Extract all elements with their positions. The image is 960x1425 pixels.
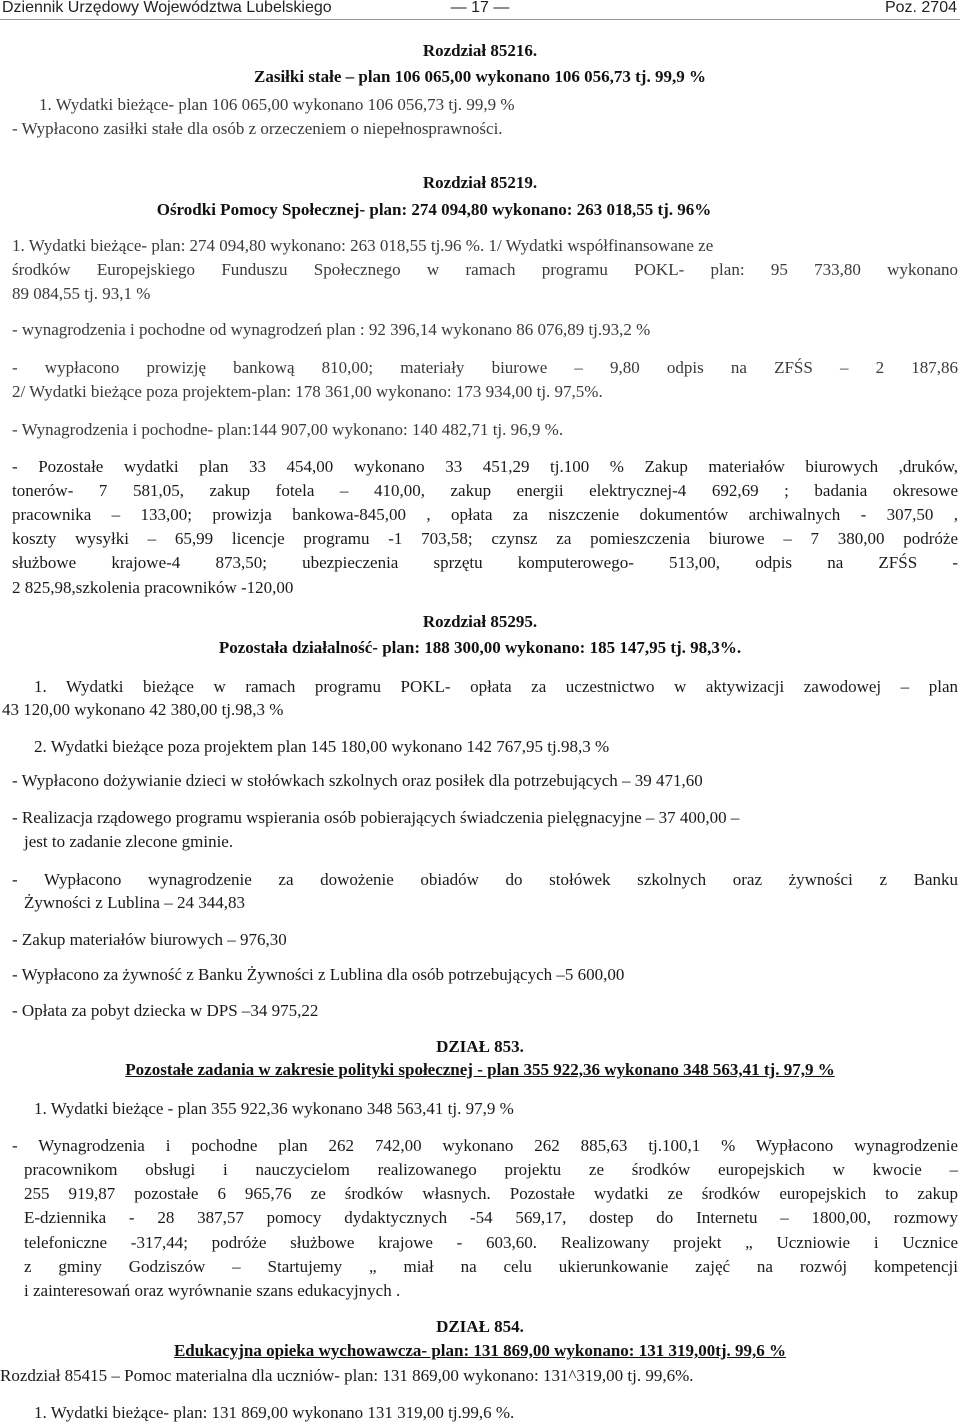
paragraph-line: 89 084,55 tj. 93,1 % xyxy=(12,284,151,303)
paragraph-line: - Wypłacono za żywność z Banku Żywności z Lublina dla osób potrzebujących –5 600,00 xyxy=(12,965,625,984)
paragraph-line: koszty wysyłki – 65,99 licencje programu -1 703,58; czynsz za pomieszczenia biurowe – 7 380,00 podróże xyxy=(12,529,958,548)
paragraph-line: - Wypłacono zasiłki stałe dla osób z orzeczeniem o niepełnosprawności. xyxy=(12,119,503,138)
header-journal-title: Dziennik Urzędowy Województwa Lubelskiego xyxy=(2,0,332,16)
paragraph-line: 255 919,87 pozostałe 6 965,76 ze środków własnych. Pozostałe wydatki ze środków europejskich to zakup xyxy=(24,1184,958,1203)
paragraph-line: Żywności z Lublina – 24 344,83 xyxy=(24,893,245,912)
paragraph-line: z gminy Godziszów – Startujemy „ miał na celu ukierunkowanie zajęć na rozwój kompetencji xyxy=(24,1257,958,1276)
paragraph-line: służbowe krajowe-4 873,50; ubezpieczenia sprzętu komputerowego- 513,00, odpis na ZFŚS - xyxy=(12,553,958,572)
header-page-number: — 17 — xyxy=(450,0,510,16)
page-header xyxy=(0,0,960,16)
paragraph-line: 1. Wydatki bieżące w ramach programu POKL- opłata za uczestnictwo w aktywizacji zawodowej – plan xyxy=(34,677,958,696)
paragraph-line: - Wypłacono wynagrodzenie za dowożenie obiadów do stołówek szkolnych oraz żywności z Banku xyxy=(12,870,958,889)
paragraph-line: 2/ Wydatki bieżące poza projektem-plan: 178 361,00 wykonano: 173 934,00 tj. 97,5%. xyxy=(12,382,603,401)
paragraph-line: 1. Wydatki bieżące - plan 355 922,36 wykonano 348 563,41 tj. 97,9 % xyxy=(34,1099,514,1118)
paragraph-line: i zainteresowań oraz wyrównanie szans edukacyjnych . xyxy=(24,1281,401,1300)
paragraph-line: - Realizacja rządowego programu wspierania osób pobierających świadczenia pielęgnacyjne – 37 400,00 – xyxy=(12,808,740,827)
paragraph-line: 2 825,98,szkolenia pracowników -120,00 xyxy=(12,578,294,597)
chapter-85219-heading: Rozdział 85219. xyxy=(422,173,538,192)
paragraph-line: - Zakup materiałów biurowych – 976,30 xyxy=(12,930,287,949)
chapter-85295-title: Pozostała działalność- plan: 188 300,00 wykonano: 185 147,95 tj. 98,3%. xyxy=(218,638,742,657)
paragraph-line: telefoniczne -317,44; podróże służbowe krajowe - 603,60. Realizowany projekt „ Uczniowie i Ucznice xyxy=(24,1233,958,1252)
division-853-title: Pozostałe zadania w zakresie polityki społecznej - plan 355 922,36 wykonano 348 563,41 tj. 97,9 % xyxy=(125,1060,835,1079)
paragraph-line: 1. Wydatki bieżące- plan: 131 869,00 wykonano 131 319,00 tj.99,6 %. xyxy=(34,1403,515,1422)
paragraph-line: 2. Wydatki bieżące poza projektem plan 145 180,00 wykonano 142 767,95 tj.98,3 % xyxy=(34,737,610,756)
paragraph-line: - wypłacono prowizję bankową 810,00; materiały biurowe – 9,80 odpis na ZFŚS – 2 187,86 xyxy=(12,358,958,377)
division-854-heading: DZIAŁ 854. xyxy=(436,1317,524,1336)
paragraph-line: tonerów- 7 581,05, zakup fotela – 410,00, zakup energii elektrycznej-4 692,69 ; badania okresowe xyxy=(12,481,958,500)
chapter-85216-title: Zasiłki stałe – plan 106 065,00 wykonano 106 056,73 tj. 99,9 % xyxy=(254,67,706,86)
header-divider xyxy=(0,19,960,20)
paragraph-line: - Wynagrodzenia i pochodne plan 262 742,00 wykonano 262 885,63 tj.100,1 % Wypłacono wynagrodzenie xyxy=(12,1136,958,1155)
paragraph-line: - Wynagrodzenia i pochodne- plan:144 907,00 wykonano: 140 482,71 tj. 96,9 %. xyxy=(12,420,564,439)
division-853-heading: DZIAŁ 853. xyxy=(436,1037,524,1056)
chapter-85295-heading: Rozdział 85295. xyxy=(422,612,538,631)
paragraph-line: - wynagrodzenia i pochodne od wynagrodzeń plan : 92 396,14 wykonano 86 076,89 tj.93,2 % xyxy=(12,320,651,339)
paragraph-line: - Opłata za pobyt dziecka w DPS –34 975,22 xyxy=(12,1001,319,1020)
header-position: Poz. 2704 xyxy=(884,0,957,16)
paragraph-line: jest to zadanie zlecone gminie. xyxy=(24,832,234,851)
paragraph-line: pracownikom obsługi i nauczycielom realizowanego projektu ze środków europejskich w kwocie – xyxy=(24,1160,958,1179)
chapter-85216-heading: Rozdział 85216. xyxy=(422,41,538,60)
paragraph-line: - Wypłacono dożywianie dzieci w stołówkach szkolnych oraz posiłek dla potrzebujących – 39 471,60 xyxy=(12,771,703,790)
chapter-85219-title: Ośrodki Pomocy Społecznej- plan: 274 094,80 wykonano: 263 018,55 tj. 96% xyxy=(156,200,712,219)
paragraph-line: 1. Wydatki bieżące- plan: 274 094,80 wykonano: 263 018,55 tj.96 %. 1/ Wydatki współfinansowane ze xyxy=(12,236,714,255)
paragraph-line: środków Europejskiego Funduszu Społecznego w ramach programu POKL- plan: 95 733,80 wykonano xyxy=(12,260,958,279)
paragraph-line: E-dziennika - 28 387,57 pomocy dydaktycznych -54 569,17, dostep do Internetu – 1800,00, rozmowy xyxy=(24,1208,958,1227)
chapter-85415-line: Rozdział 85415 – Pomoc materialna dla uczniów- plan: 131 869,00 wykonano: 131^319,00 tj. 99,6%. xyxy=(0,1366,694,1385)
paragraph-line: 1. Wydatki bieżące- plan 106 065,00 wykonano 106 056,73 tj. 99,9 % xyxy=(39,95,515,114)
division-854-title: Edukacyjna opieka wychowawcza- plan: 131 869,00 wykonano: 131 319,00tj. 99,6 % xyxy=(173,1341,787,1360)
paragraph-line: pracownika – 133,00; prowizja bankowa-845,00 , opłata za niszczenie dokumentów archiwalnych - 307,50 , xyxy=(12,505,958,524)
paragraph-line: 43 120,00 wykonano 42 380,00 tj.98,3 % xyxy=(2,700,284,719)
paragraph-line: - Pozostałe wydatki plan 33 454,00 wykonano 33 451,29 tj.100 % Zakup materiałów biurowych ,druków, xyxy=(12,457,958,476)
